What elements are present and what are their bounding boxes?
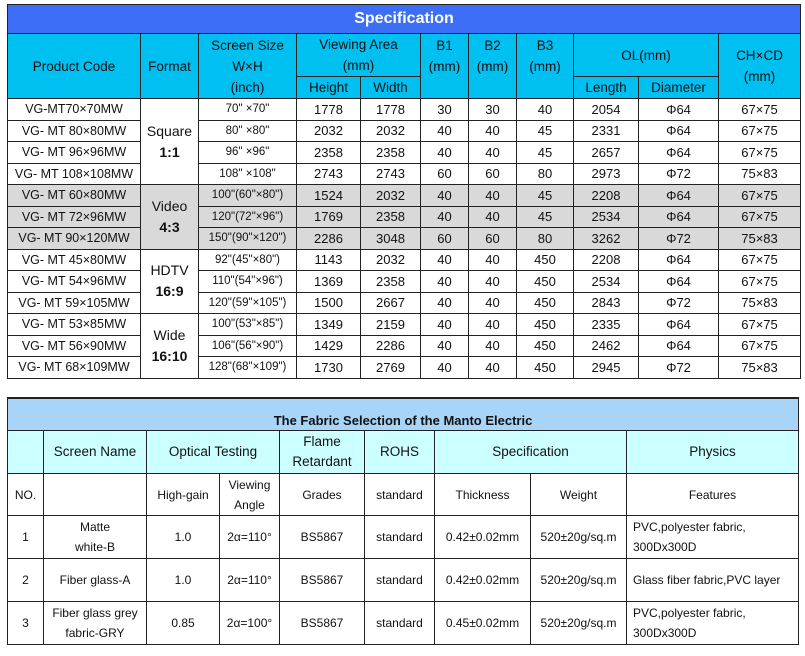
width-cell: 2032 [361, 249, 421, 271]
height-cell: 2358 [297, 142, 361, 164]
gain-cell: 1.0 [147, 559, 220, 602]
length-cell: 2335 [574, 314, 639, 336]
b1-cell: 40 [421, 206, 469, 228]
height-cell: 2743 [297, 163, 361, 185]
b2-cell: 40 [469, 314, 517, 336]
chcd-cell: 67×75 [719, 314, 801, 336]
header-b1 [421, 34, 469, 99]
length-cell: 2331 [574, 120, 639, 142]
b1-cell: 40 [421, 335, 469, 357]
table-row [8, 271, 801, 293]
format-name: HDTV [150, 262, 189, 279]
table-row [8, 185, 801, 207]
header-text: Screen Size [211, 37, 284, 53]
header-length: Length [574, 77, 639, 99]
width-cell: 2667 [361, 292, 421, 314]
header-standard: standard [365, 474, 435, 516]
length-cell: 3262 [574, 228, 639, 250]
header-b2 [469, 34, 517, 99]
height-cell: 1730 [297, 357, 361, 379]
header-text: B3 [536, 37, 554, 53]
product-code: VG- MT 96×96MW [8, 142, 141, 164]
chcd-cell: 67×75 [719, 206, 801, 228]
height-cell: 1429 [297, 335, 361, 357]
diameter-cell: Φ72 [639, 357, 719, 379]
width-cell: 2358 [361, 271, 421, 293]
product-code: VG- MT 54×96MW [8, 271, 141, 293]
features-cell [627, 602, 799, 645]
b2-cell: 40 [469, 249, 517, 271]
b2-cell: 40 [469, 120, 517, 142]
b3-cell: 45 [517, 185, 574, 207]
b1-cell: 60 [421, 228, 469, 250]
format-ratio: 1:1 [159, 143, 180, 160]
b3-cell: 450 [517, 249, 574, 271]
b1-cell: 30 [421, 99, 469, 121]
width-cell: 2358 [361, 206, 421, 228]
b3-cell: 450 [517, 314, 574, 336]
b1-cell: 60 [421, 163, 469, 185]
screen-size: 120"(59"×105") [199, 292, 297, 314]
height-cell: 1778 [297, 99, 361, 121]
b2-cell: 40 [469, 185, 517, 207]
chcd-cell: 75×83 [719, 292, 801, 314]
diameter-cell: Φ64 [639, 99, 719, 121]
features-cell [627, 516, 799, 559]
chcd-cell: 67×75 [719, 249, 801, 271]
screen-size: 108" ×108" [199, 163, 297, 185]
table-row [8, 559, 799, 602]
screen-name-line: Fiber glass grey [52, 606, 138, 620]
weight-cell: 520±20g/sq.m [531, 516, 627, 559]
thickness-cell: 0.45±0.02mm [435, 602, 531, 645]
width-cell: 2743 [361, 163, 421, 185]
height-cell: 1369 [297, 271, 361, 293]
header-rohs: ROHS [365, 431, 435, 474]
grade-cell: BS5867 [280, 516, 365, 559]
angle-cell: 2α=100° [220, 602, 280, 645]
b3-cell: 450 [517, 292, 574, 314]
table-row [8, 99, 801, 121]
width-cell: 2358 [361, 142, 421, 164]
width-cell: 2032 [361, 120, 421, 142]
format-ratio: 16:9 [155, 283, 184, 300]
header-text: Viewing [228, 477, 271, 492]
b1-cell: 40 [421, 292, 469, 314]
b2-cell: 60 [469, 163, 517, 185]
header-text: Angle [234, 497, 265, 512]
header-product-code: Product Code [8, 34, 141, 99]
grade-cell: BS5867 [280, 559, 365, 602]
diameter-cell: Φ64 [639, 335, 719, 357]
height-cell: 1524 [297, 185, 361, 207]
product-code: VG- MT 60×80MW [8, 185, 141, 207]
thickness-cell: 0.42±0.02mm [435, 559, 531, 602]
table-row [8, 602, 799, 645]
screen-name [44, 559, 147, 602]
header-flame-retardant [280, 431, 365, 474]
header-width: Width [361, 77, 421, 99]
header-viewing-angle [220, 474, 280, 516]
header-text: CH×CD [736, 48, 783, 63]
chcd-cell: 67×75 [719, 120, 801, 142]
header-chcd [719, 34, 801, 99]
length-cell: 2657 [574, 142, 639, 164]
b3-cell: 450 [517, 335, 574, 357]
header-text: (mm) [743, 69, 776, 84]
header-viewing-area [297, 34, 421, 77]
height-cell: 1500 [297, 292, 361, 314]
table-row [8, 335, 801, 357]
b1-cell: 40 [421, 185, 469, 207]
table-row [8, 120, 801, 142]
b2-cell: 40 [469, 335, 517, 357]
screen-size: 96" ×96" [199, 142, 297, 164]
b3-cell: 450 [517, 271, 574, 293]
header-no: NO. [8, 474, 44, 516]
features-line: 300Dx300D [633, 626, 697, 640]
product-code: VG-MT70×70MW [8, 99, 141, 121]
features-line: PVC,polyester fabric, [633, 606, 746, 620]
b2-cell: 60 [469, 228, 517, 250]
table-row [8, 292, 801, 314]
fabric-table [7, 397, 799, 645]
header-ol: OL(mm) [574, 34, 719, 77]
b1-cell: 40 [421, 314, 469, 336]
header-text: B1 [436, 37, 453, 53]
row-number: 3 [8, 602, 44, 645]
format-cell [141, 249, 199, 314]
chcd-cell: 67×75 [719, 99, 801, 121]
header-physics: Physics [627, 431, 799, 474]
format-name: Wide [153, 326, 186, 343]
header-high-gain: High-gain [147, 474, 220, 516]
b1-cell: 40 [421, 120, 469, 142]
format-name: Square [146, 122, 193, 139]
angle-cell: 2α=110° [220, 516, 280, 559]
b1-cell: 40 [421, 271, 469, 293]
product-code: VG- MT 68×109MW [8, 357, 141, 379]
length-cell: 2973 [574, 163, 639, 185]
diameter-cell: Φ64 [639, 206, 719, 228]
height-cell: 1769 [297, 206, 361, 228]
b2-cell: 30 [469, 99, 517, 121]
diameter-cell: Φ64 [639, 120, 719, 142]
spec-title: Specification [8, 5, 801, 34]
screen-size: 80" ×80" [199, 120, 297, 142]
header-screen-size [199, 34, 297, 99]
b3-cell: 45 [517, 120, 574, 142]
angle-cell: 2α=110° [220, 559, 280, 602]
screen-size: 106"(56"×90") [199, 335, 297, 357]
b2-cell: 40 [469, 292, 517, 314]
screen-name-line: Fiber glass-A [59, 573, 131, 587]
screen-name-line: Matte [79, 520, 110, 534]
b3-cell: 40 [517, 99, 574, 121]
width-cell: 1778 [361, 99, 421, 121]
b2-cell: 40 [469, 206, 517, 228]
header-weight: Weight [531, 474, 627, 516]
chcd-cell: 75×83 [719, 228, 801, 250]
header-blank [8, 431, 44, 474]
product-code: VG- MT 80×80MW [8, 120, 141, 142]
b3-cell: 450 [517, 357, 574, 379]
diameter-cell: Φ72 [639, 228, 719, 250]
screen-size: 100"(60"×80") [199, 185, 297, 207]
header-optical-testing: Optical Testing [147, 431, 280, 474]
screen-size: 70" ×70" [199, 99, 297, 121]
length-cell: 2534 [574, 271, 639, 293]
fabric-title: The Fabric Selection of the Manto Electric [8, 398, 799, 431]
chcd-cell: 67×75 [719, 335, 801, 357]
length-cell: 2208 [574, 249, 639, 271]
diameter-cell: Φ72 [639, 292, 719, 314]
table-row [8, 163, 801, 185]
header-text: Flame [303, 434, 341, 449]
length-cell: 2534 [574, 206, 639, 228]
width-cell: 2769 [361, 357, 421, 379]
weight-cell: 520±20g/sq.m [531, 602, 627, 645]
rohs-cell: standard [365, 516, 435, 559]
header-text: (mm) [428, 58, 461, 74]
header-text: B2 [484, 37, 501, 53]
header-text: Retardant [292, 454, 352, 469]
header-features: Features [627, 474, 799, 516]
chcd-cell: 67×75 [719, 185, 801, 207]
b3-cell: 45 [517, 142, 574, 164]
width-cell: 3048 [361, 228, 421, 250]
rohs-cell: standard [365, 602, 435, 645]
diameter-cell: Φ64 [639, 314, 719, 336]
header-screen-name: Screen Name [44, 431, 147, 474]
specification-table [7, 4, 801, 379]
header-text: (mm) [342, 58, 375, 73]
chcd-cell: 67×75 [719, 271, 801, 293]
screen-size: 150"(90"×120") [199, 228, 297, 250]
features-line: Glass fiber fabric,PVC layer [633, 573, 781, 587]
b3-cell: 80 [517, 228, 574, 250]
screen-name-line: white-B [74, 540, 115, 554]
screen-size: 110"(54"×96") [199, 271, 297, 293]
b3-cell: 45 [517, 206, 574, 228]
header-b3 [517, 34, 574, 99]
header-text: (inch) [230, 79, 265, 95]
header-grades: Grades [280, 474, 365, 516]
length-cell: 2462 [574, 335, 639, 357]
b1-cell: 40 [421, 249, 469, 271]
table-row [8, 142, 801, 164]
features-line: 300Dx300D [633, 540, 697, 554]
row-number: 1 [8, 516, 44, 559]
diameter-cell: Φ64 [639, 142, 719, 164]
product-code: VG- MT 56×90MW [8, 335, 141, 357]
width-cell: 2159 [361, 314, 421, 336]
format-cell [141, 99, 199, 185]
product-code: VG- MT 108×108MW [8, 163, 141, 185]
product-code: VG- MT 72×96MW [8, 206, 141, 228]
product-code: VG- MT 45×80MW [8, 249, 141, 271]
header-text: Viewing Area [319, 37, 398, 52]
header-diameter: Diameter [639, 77, 719, 99]
gain-cell: 1.0 [147, 516, 220, 559]
length-cell: 2054 [574, 99, 639, 121]
height-cell: 2286 [297, 228, 361, 250]
thickness-cell: 0.42±0.02mm [435, 516, 531, 559]
chcd-cell: 75×83 [719, 357, 801, 379]
table-row [8, 206, 801, 228]
product-code: VG- MT 53×85MW [8, 314, 141, 336]
b2-cell: 40 [469, 142, 517, 164]
height-cell: 2032 [297, 120, 361, 142]
header-height: Height [297, 77, 361, 99]
screen-name [44, 516, 147, 559]
length-cell: 2945 [574, 357, 639, 379]
diameter-cell: Φ64 [639, 271, 719, 293]
features-cell [627, 559, 799, 602]
product-code: VG- MT 59×105MW [8, 292, 141, 314]
diameter-cell: Φ72 [639, 163, 719, 185]
b2-cell: 40 [469, 357, 517, 379]
length-cell: 2843 [574, 292, 639, 314]
table-row [8, 357, 801, 379]
weight-cell: 520±20g/sq.m [531, 559, 627, 602]
screen-size: 92"(45"×80") [199, 249, 297, 271]
width-cell: 2286 [361, 335, 421, 357]
features-line: PVC,polyester fabric, [633, 520, 746, 534]
format-cell [141, 314, 199, 379]
format-ratio: 4:3 [159, 218, 180, 235]
width-cell: 2032 [361, 185, 421, 207]
diameter-cell: Φ64 [639, 185, 719, 207]
header-blank [44, 474, 147, 516]
height-cell: 1349 [297, 314, 361, 336]
length-cell: 2208 [574, 185, 639, 207]
height-cell: 1143 [297, 249, 361, 271]
rohs-cell: standard [365, 559, 435, 602]
header-thickness: Thickness [435, 474, 531, 516]
table-row [8, 516, 799, 559]
row-number: 2 [8, 559, 44, 602]
b3-cell: 80 [517, 163, 574, 185]
format-cell [141, 185, 199, 250]
table-row [8, 249, 801, 271]
b1-cell: 40 [421, 357, 469, 379]
table-row [8, 314, 801, 336]
header-text: (mm) [476, 58, 509, 74]
screen-name [44, 602, 147, 645]
product-code: VG- MT 90×120MW [8, 228, 141, 250]
b2-cell: 40 [469, 271, 517, 293]
chcd-cell: 75×83 [719, 163, 801, 185]
grade-cell: BS5867 [280, 602, 365, 645]
screen-size: 128"(68"×109") [199, 357, 297, 379]
header-text: (mm) [529, 58, 561, 74]
screen-size: 120"(72"×96") [199, 206, 297, 228]
table-row [8, 228, 801, 250]
header-specification: Specification [435, 431, 627, 474]
screen-name-line: fabric-GRY [65, 626, 125, 640]
diameter-cell: Φ64 [639, 249, 719, 271]
header-text: W×H [232, 58, 263, 74]
chcd-cell: 67×75 [719, 142, 801, 164]
format-name: Video [151, 197, 188, 214]
b1-cell: 40 [421, 142, 469, 164]
screen-size: 100"(53"×85") [199, 314, 297, 336]
gain-cell: 0.85 [147, 602, 220, 645]
format-ratio: 16:10 [151, 347, 188, 364]
header-format: Format [141, 34, 199, 99]
